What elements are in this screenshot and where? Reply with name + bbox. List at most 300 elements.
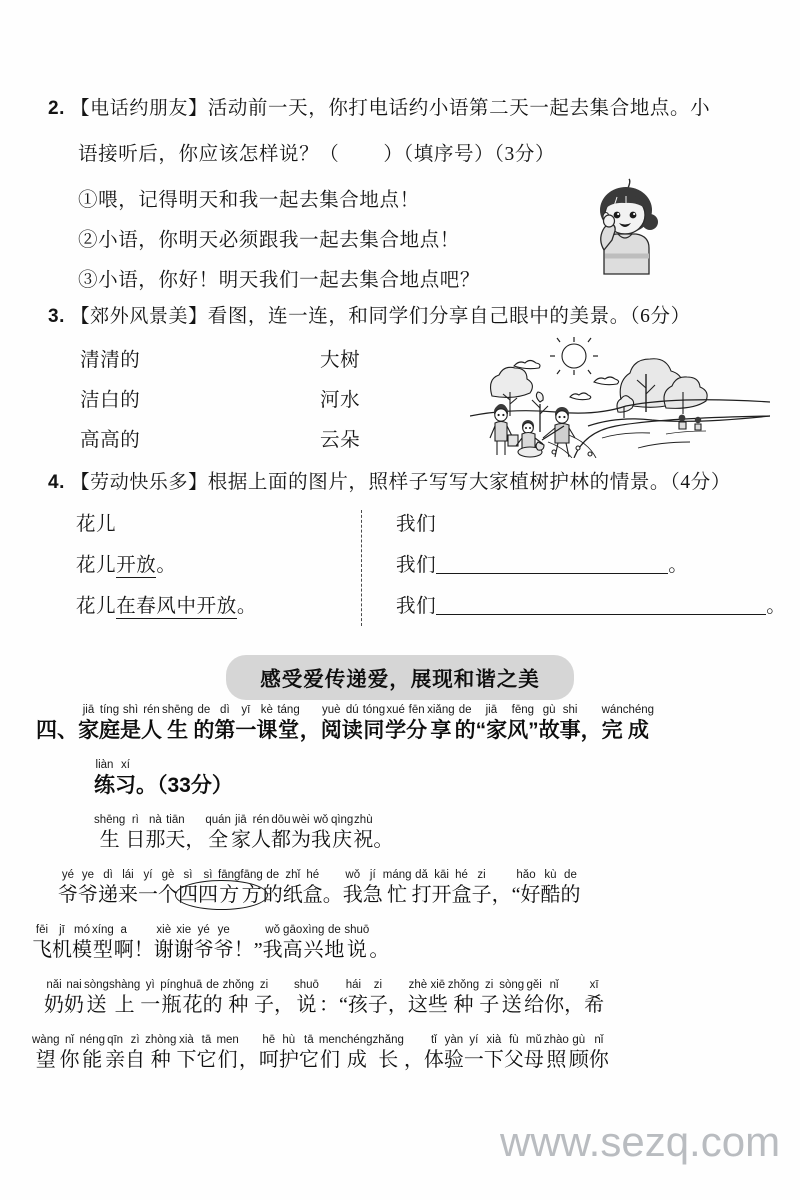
pinyin-text: shàng [108,979,141,991]
pinyin-text: xué [386,704,405,716]
pinyin-text: dú [345,704,359,716]
hanzi-text: 读 [341,719,363,742]
hanzi-text: ， [185,829,206,851]
question-2-number: 2. [48,98,66,119]
pinyin-unit [283,924,303,963]
pinyin-unit [32,924,52,963]
question-3-number: 3. [48,306,66,327]
example-plain-1: 花儿 [76,514,117,535]
hanzi-text: ！” [233,939,263,961]
pinyin-unit [98,869,118,908]
hanzi-text: 给 [524,994,545,1016]
pinyin-unit [560,704,581,743]
pinyin-unit [223,979,254,1018]
pinyin-unit [235,704,256,743]
matching-row [62,384,392,424]
pinyin-text: yī [241,704,251,716]
pinyin-unit [339,979,368,1018]
pinyin-unit [344,924,369,963]
hanzi-text: 子 [254,994,275,1016]
pinyin-text: qìng [330,814,354,826]
passage-line-4 [44,979,604,1018]
pinyin-unit [406,704,427,743]
pinyin-unit [432,869,452,908]
hanzi-text: 是 [120,719,141,742]
hanzi-text: 父 [503,1049,524,1071]
hanzi-text: 种 [150,1049,171,1071]
pinyin-unit [214,704,235,743]
pinyin-unit [263,924,283,963]
pinyin-text: gù [572,1034,586,1046]
pinyin-text: fāng [218,869,241,881]
hanzi-text: 花 [182,994,203,1016]
hanzi-text: 体 [423,1049,444,1071]
pinyin-text: dì [220,704,230,716]
pinyin-text: de [458,704,472,716]
pinyin-unit [484,1034,504,1073]
pinyin-text: hé [455,869,468,881]
pinyin-unit [160,979,182,1018]
pinyin-unit [283,869,303,908]
matching-exercise [62,344,392,464]
hanzi-text: 阅 [320,719,342,742]
pinyin-unit [277,704,299,743]
pinyin-text: xí [121,759,130,771]
pinyin-text: wǒ [345,869,361,881]
hanzi-text: ， [580,719,602,742]
hanzi-text: “好 [511,884,541,906]
answer-blank-3[interactable] [436,597,766,615]
pinyin-unit [319,979,339,1018]
hanzi-text: 四 [178,884,198,906]
pinyin-unit [84,979,109,1018]
pinyin-text: nà [148,814,162,826]
pinyin-unit [141,704,162,743]
hanzi-text: 奶 [44,994,64,1016]
pinyin-text: gāo [283,924,303,936]
hanzi-text: 家 [78,719,99,742]
question-2-text-b: 语接听后，你应该怎样说？（ [78,144,340,165]
hanzi-text: ， [299,719,321,742]
pinyin-row [58,869,580,908]
hanzi-text: 我 [342,884,363,906]
pinyin-text: wǒ [313,814,329,826]
pinyin-text: xiǎng [427,704,455,716]
hanzi-text: 第 [214,719,236,742]
match-left-item-2[interactable]: 洁白的 [80,390,141,411]
pinyin-unit [279,1034,299,1073]
passage-line-2 [58,869,580,908]
pinyin-unit [271,814,291,853]
pinyin-unit [331,814,353,853]
pinyin-text: yuè [321,704,341,716]
pinyin-unit [369,924,389,963]
example-sentence-1 [76,508,116,536]
pinyin-text: zhòng [145,1034,177,1046]
hanzi-text: 望 [35,1049,56,1071]
pinyin-unit [140,979,160,1018]
hanzi-text: 来 [118,884,138,906]
pinyin-text: néng [79,1034,106,1046]
pinyin-text: hē [262,1034,276,1046]
pinyin-unit [452,869,472,908]
pinyin-unit [162,704,193,743]
pinyin-text: shi [562,704,578,716]
hanzi-text: 的 [560,884,581,906]
pinyin-unit [319,1034,341,1073]
hanzi-text: ， [387,994,408,1016]
match-right-item-2[interactable]: 河水 [320,390,361,411]
pinyin-unit [274,979,294,1018]
pinyin-text: sòng [499,979,525,991]
hanzi-text: 说 [346,939,367,961]
pinyin-text: shuō [294,979,319,991]
pinyin-unit [427,704,455,743]
pinyin-text: wèi [292,814,310,826]
pinyin-text: jī [59,924,65,936]
hanzi-text: 急 [362,884,383,906]
pinyin-row [32,924,389,963]
pinyin-text: de [266,869,280,881]
pinyin-text: zi [373,979,382,991]
pinyin-row [44,979,604,1018]
pinyin-text: jiā [235,814,247,826]
example-underlined-3: 在春风中开放 [116,596,237,617]
hanzi-text: 子 [471,884,492,906]
pinyin-text: qīn [107,1034,124,1046]
pinyin-unit [44,979,64,1018]
hanzi-text: 故 [538,719,560,742]
pinyin-unit [94,759,115,798]
match-left-item-1[interactable]: 清清的 [80,350,141,371]
match-left-item-3[interactable]: 高高的 [80,430,141,451]
question-3-prompt [48,300,691,328]
pinyin-text: xie [176,924,192,936]
pinyin-text: zhǐ [285,869,301,881]
hanzi-text: 送 [86,994,107,1016]
pinyin-unit [196,1034,216,1073]
hanzi-text: 子 [367,994,388,1016]
pinyin-unit [193,704,214,743]
pinyin-unit [323,869,343,908]
match-right-item-3[interactable]: 云朵 [320,430,361,451]
pinyin-unit [216,1034,238,1073]
pinyin-text: xià [486,1034,502,1046]
pinyin-text: tǐ [431,1034,437,1046]
hanzi-text: 人 [250,829,271,851]
pinyin-unit [539,704,560,743]
hanzi-text: 型 [92,939,113,961]
hanzi-text: “家 [475,719,508,742]
pinyin-unit [408,979,428,1018]
hanzi-text: 四 [198,884,218,906]
pinyin-unit [368,979,388,1018]
pinyin-text: yé [61,869,75,881]
pinyin-unit [412,869,432,908]
pinyin-unit [492,869,512,908]
hanzi-text: 希 [584,994,605,1016]
pinyin-text: rì [131,814,139,826]
pinyin-text: men [216,1034,239,1046]
answer-line-2[interactable] [396,549,688,577]
pinyin-text: xiē [430,979,446,991]
hanzi-text: 成 [627,719,649,742]
hanzi-text: 爷 [213,939,234,961]
pinyin-unit [353,814,373,853]
question-3-tag: 【郊外风景美】 [70,306,208,327]
pinyin-text: mó [74,924,90,936]
hanzi-text: 庭 [99,719,120,742]
pinyin-unit [240,869,262,908]
hanzi-text: 一 [138,884,158,906]
hanzi-text: 我 [262,939,283,961]
hanzi-text: 下 [176,1049,197,1071]
hanzi-text: 的 [202,994,223,1016]
answer-lead-3: 我们 [396,596,437,617]
pinyin-text: sì [203,869,213,881]
pinyin-unit [303,869,323,908]
hanzi-text: 长 [378,1049,399,1071]
pinyin-unit [165,814,185,853]
pinyin-unit [291,814,311,853]
pinyin-text: xíng [92,924,114,936]
pinyin-text: zi [485,979,494,991]
answer-blank-2[interactable] [436,556,668,574]
pinyin-text: kāi [434,869,449,881]
pinyin-unit [198,869,218,908]
answer-line-1[interactable] [396,508,436,536]
pinyin-unit [424,1034,444,1073]
hanzi-text: 种 [228,994,249,1016]
hanzi-text: 说 [296,994,317,1016]
pinyin-unit [158,869,178,908]
pinyin-unit [138,869,158,908]
pinyin-unit [72,924,92,963]
hanzi-text: 它 [196,1049,217,1071]
pinyin-text: zhǒng [222,979,255,991]
pinyin-text: ye [217,924,230,936]
pinyin-unit [92,924,114,963]
hanzi-text: 享 [430,719,452,742]
hanzi-text: 母 [523,1049,544,1071]
pinyin-unit [324,924,344,963]
pinyin-unit [584,979,604,1018]
hanzi-text: 酷 [540,884,561,906]
hanzi-text: 方 [241,884,262,906]
example-plain-2: 花儿 [76,555,117,576]
pinyin-unit [58,869,78,908]
hanzi-text: 一 [463,1049,484,1071]
tree-planting-scene-illustration [470,330,770,458]
hanzi-text: 你 [544,994,565,1016]
match-right-item-1[interactable]: 大树 [320,350,361,371]
pinyin-unit [218,869,240,908]
pinyin-text: píng [160,979,183,991]
pinyin-text: hǎo [516,869,536,881]
hanzi-text: 们 [320,1049,340,1071]
pinyin-text: zhào [543,1034,569,1046]
pinyin-text: zhǒng [447,979,480,991]
pinyin-text: nǐ [594,1034,604,1046]
hanzi-text: 啊 [113,939,134,961]
pinyin-unit [239,1034,259,1073]
pinyin-text: yí [469,1034,479,1046]
hanzi-text: 完 [601,719,623,742]
pinyin-unit [125,1034,145,1073]
question-2-text-c: ）（填序号）（3分） [383,144,556,165]
question-4-row-2 [48,549,778,590]
pinyin-text: tíng [99,704,120,716]
hanzi-text: 四、 [36,719,78,742]
pinyin-unit [154,924,174,963]
pinyin-text: yì [145,979,155,991]
hanzi-text: 亲 [105,1049,126,1071]
pinyin-text: xìng [302,924,325,936]
pinyin-unit [114,924,134,963]
pinyin-text: hé [306,869,320,881]
hanzi-text: ！ [133,939,154,961]
example-tail-3: 。 [236,596,257,617]
pinyin-unit [524,979,544,1018]
pinyin-text: sì [183,869,193,881]
hanzi-text: 顾 [568,1049,589,1071]
pinyin-text: chéng [622,704,655,716]
pinyin-unit [341,1034,372,1073]
pinyin-unit [299,1034,319,1073]
hanzi-text: 分 [406,719,428,742]
hanzi-text: 的 [454,719,476,742]
hanzi-text: 忙 [387,884,408,906]
matching-row [62,344,392,384]
question-4-prompt [48,466,731,494]
question-2-option-3[interactable]: ③小语，你好！明天我们一起去集合地点吧？ [78,270,481,291]
pinyin-unit [94,814,125,853]
example-plain-3: 花儿 [76,596,117,617]
hanzi-text: 照 [546,1049,567,1071]
pinyin-unit [540,869,560,908]
pinyin-unit [145,814,165,853]
hanzi-text: 练 [94,774,115,797]
pinyin-text: nǎi [46,979,62,991]
pinyin-text: shì [122,704,139,716]
pinyin-unit [602,704,623,743]
hanzi-text: 开 [431,884,452,906]
hanzi-text: 地 [324,939,345,961]
question-2-option-1[interactable]: ①喂，记得明天和我一起去集合地点！ [78,190,420,211]
pinyin-unit [343,869,363,908]
hanzi-text: 日 [125,829,146,851]
pinyin-text: dǎ [415,869,428,881]
answer-line-3[interactable] [396,590,786,618]
pinyin-unit [363,704,385,743]
pinyin-unit [385,704,406,743]
pinyin-unit [109,979,140,1018]
question-2-prompt-line-1 [48,92,710,120]
pinyin-text: de [197,704,211,716]
hanzi-text: 个 [158,884,178,906]
question-4-number: 4. [48,472,66,493]
hanzi-text: 方 [219,884,240,906]
hanzi-text: 人 [141,719,162,742]
hanzi-text: 谢 [153,939,174,961]
pinyin-unit [560,869,580,908]
question-2-option-2[interactable]: ②小语，你明天必须跟我一起去集合地点！ [78,230,460,251]
hanzi-text: 的 [193,719,215,742]
hanzi-text: 瓶 [161,994,182,1016]
pinyin-text: nǐ [65,1034,74,1046]
pinyin-text: wàng [32,1034,60,1046]
hanzi-text: 盒 [302,884,323,906]
pinyin-unit [214,924,234,963]
pinyin-text: nǐ [549,979,559,991]
pinyin-unit [303,924,325,963]
pinyin-text: zhǎng [372,1034,404,1046]
hanzi-text: 同 [363,719,385,742]
pinyin-unit [60,1034,80,1073]
hanzi-text: 递 [98,884,118,906]
pinyin-text: shuō [344,924,370,936]
pinyin-text: tā [304,1034,314,1046]
hanzi-text: 上 [114,994,135,1016]
hanzi-text: 生 [167,719,189,742]
hanzi-text: 它 [298,1049,319,1071]
pinyin-unit [524,1034,544,1073]
pinyin-unit [363,869,383,908]
pinyin-text: jiā [82,704,95,716]
pinyin-unit [373,1034,404,1073]
hanzi-text: 堂 [278,719,300,742]
pinyin-unit [105,1034,125,1073]
pinyin-unit [544,1034,569,1073]
hanzi-text: 学 [385,719,407,742]
pinyin-text: hù [282,1034,296,1046]
pinyin-text: nai [66,979,82,991]
passage-line-3 [32,924,389,963]
hanzi-text: 庆 [332,829,353,851]
pinyin-text: liàn [95,759,114,771]
watermark: www.sezq.com [500,1118,781,1165]
pinyin-unit [448,979,479,1018]
pinyin-text: fēn [408,704,425,716]
pinyin-text: rén [143,704,160,716]
hanzi-text: 。（33分） [136,774,233,797]
hanzi-text: 们 [217,1049,238,1071]
pinyin-text: kè [260,704,273,716]
pinyin-row [36,704,654,743]
hanzi-text: 生 [99,829,120,851]
pinyin-unit [564,979,584,1018]
pinyin-text: tiān [166,814,185,826]
passage-line-5 [32,1034,609,1073]
hanzi-text: 这 [407,994,428,1016]
pinyin-text: zhè [408,979,428,991]
pinyin-unit [205,814,231,853]
pinyin-unit [544,979,564,1018]
pinyin-text: máng [382,869,412,881]
pinyin-unit [254,979,274,1018]
pinyin-text: wán [601,704,623,716]
hanzi-text: 祝 [353,829,374,851]
pinyin-unit [134,924,154,963]
pinyin-unit [256,704,277,743]
question-4-row-1 [48,508,778,549]
pinyin-text: de [564,869,577,881]
passage-line-1 [94,814,393,853]
pinyin-unit [178,869,198,908]
hanzi-text: 那 [145,829,166,851]
pinyin-unit [499,979,524,1018]
hanzi-text: 。 [369,939,390,961]
